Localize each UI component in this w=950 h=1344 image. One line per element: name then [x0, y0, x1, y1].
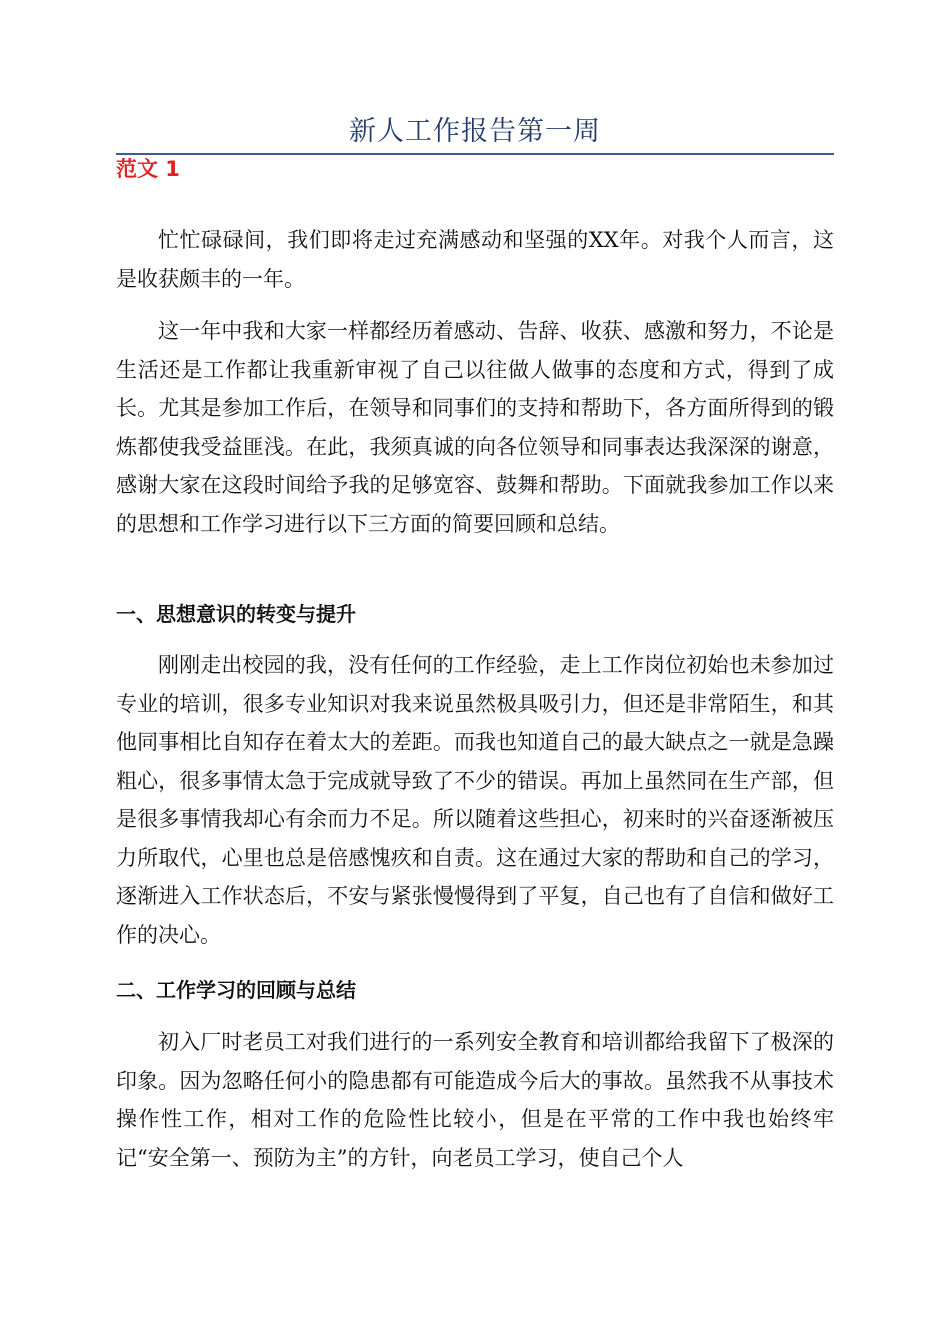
- paragraph-intro: 忙忙碌碌间，我们即将走过充满感动和坚强的XX年。对我个人而言，这是收获颇丰的一年。: [116, 228, 834, 291]
- page-title: 新人工作报告第一周: [349, 116, 601, 147]
- paragraph-work-review: 初入厂时老员工对我们进行的一系列安全教育和培训都给我留下了极深的印象。因为忽略任何小的隐患都有可能造成今后大的事故。虽然我不从事技术操作性工作，相对工作的危险性比较小，但是在平常的工作中我也始终牢记“安全第一、预防为主”的方针，向老员工学习，使自己个人: [116, 1030, 834, 1170]
- paragraph-overview: 这一年中我和大家一样都经历着感动、告辞、收获、感激和努力，不论是生活还是工作都让我重新审视了自己以往做人做事的态度和方式，得到了成长。尤其是参加工作后，在领导和同事们的支持和帮助下，各方面所得到的锻炼都使我受益匪浅。在此，我须真诚的向各位领导和同事表达我深深的谢意，感谢大家在这段时间给予我的足够宽容、鼓舞和帮助。下面就我参加工作以来的思想和工作学习进行以下三方面的简要回顾和总结。: [116, 319, 834, 536]
- section-label: 范文 1: [116, 157, 180, 181]
- heading-work-review: 二、工作学习的回顾与总结: [116, 978, 356, 1002]
- paragraph-thinking: 刚刚走出校园的我，没有任何的工作经验，走上工作岗位初始也未参加过专业的培训，很多专业知识对我来说虽然极具吸引力，但还是非常陌生，和其他同事相比自知存在着太大的差距。而我也知道自己的最大缺点之一就是急躁粗心，很多事情太急于完成就导致了不少的错误。再加上虽然同在生产部，但是很多事情我却心有余而力不足。所以随着这些担心，初来时的兴奋逐渐被压力所取代，心里也总是倍感愧疚和自责。这在通过大家的帮助和自己的学习，逐渐进入工作状态后，不安与紧张慢慢得到了平复，自己也有了自信和做好工作的决心。: [116, 653, 834, 947]
- title-underline: [116, 153, 834, 155]
- heading-thinking: 一、思想意识的转变与提升: [116, 602, 356, 626]
